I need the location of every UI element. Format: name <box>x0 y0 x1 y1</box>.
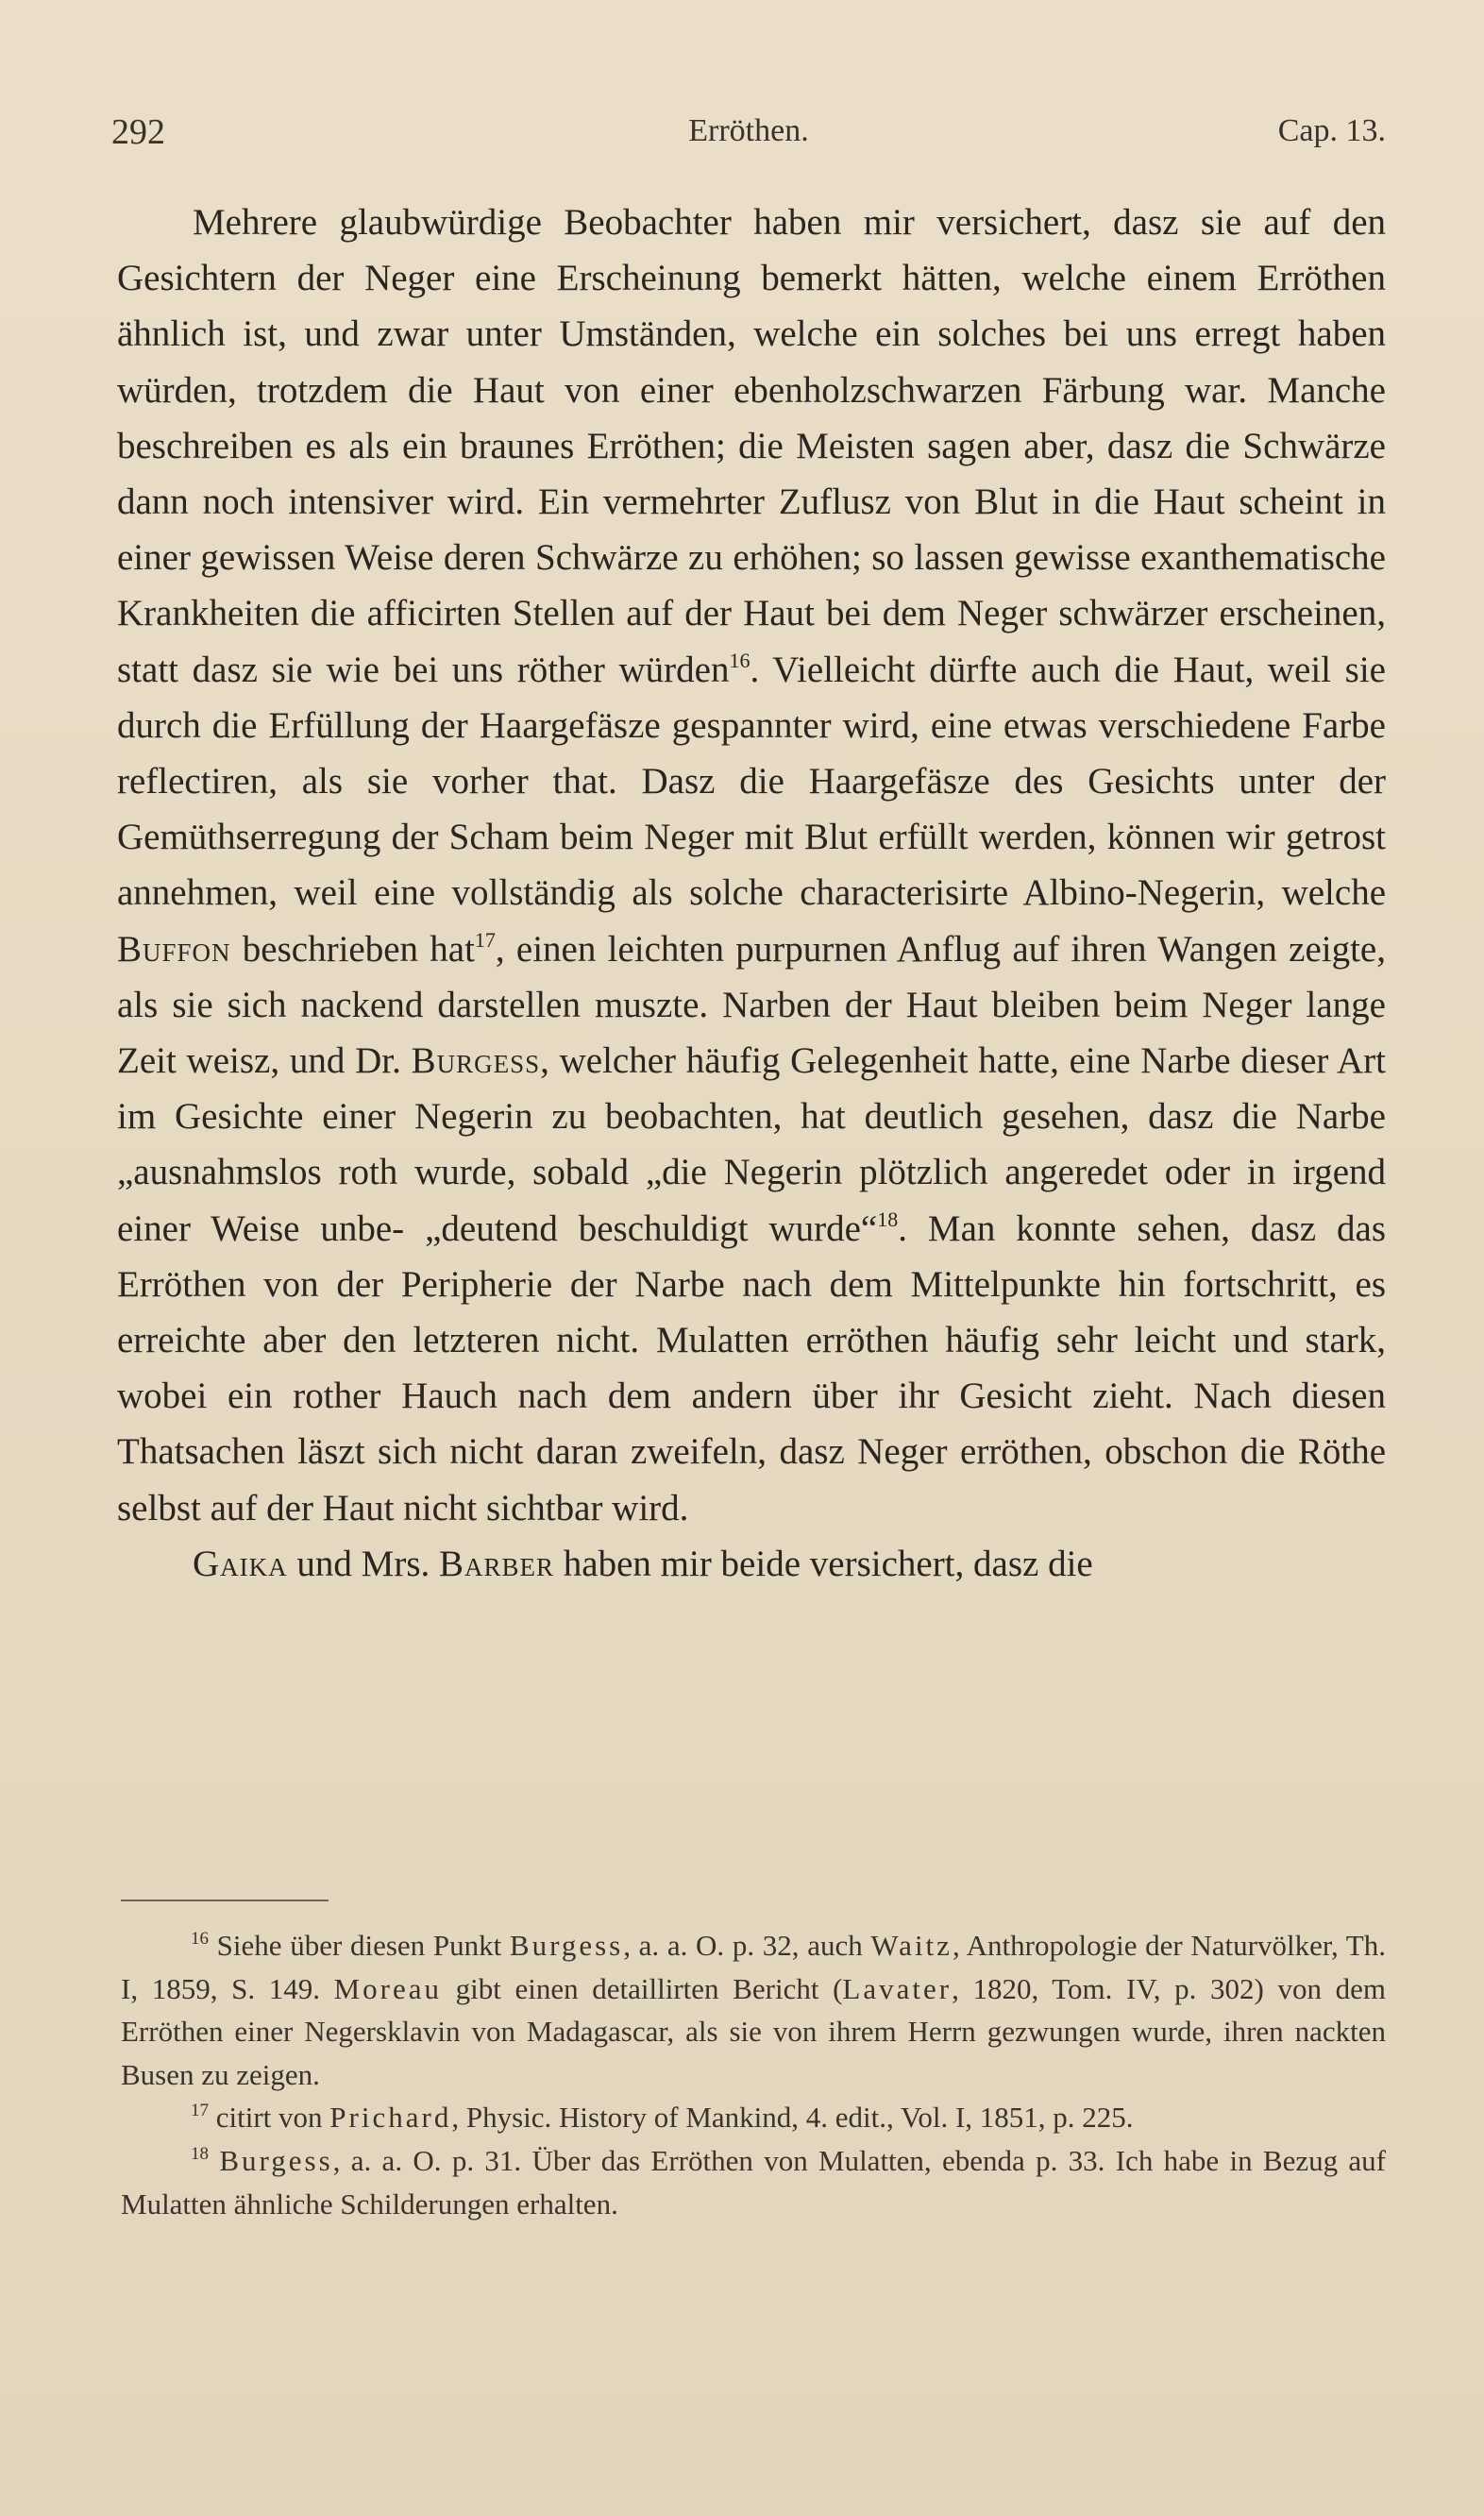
footnote-number: 17 <box>191 2101 209 2121</box>
running-title: Erröthen. <box>688 113 809 148</box>
footnote-number: 18 <box>191 2143 209 2164</box>
text-run: , Anthropologie der Naturvölker, Th. I, 1859, S. 149. <box>121 1929 1386 2005</box>
footnote-16 <box>121 1924 1386 2096</box>
author-name: Waitz <box>870 1929 953 1962</box>
paragraph-1 <box>117 194 1386 1536</box>
text-run: , einen leichten purpurnen Anflug auf ihren Wangen zeigte, als sie sich nackend darstellen muszte. Narben der Haut bleiben beim Neger lange Zeit weisz, und Dr. <box>117 928 1386 1082</box>
name-barber: Barber <box>439 1543 555 1584</box>
author-name: Burgess <box>509 1929 624 1962</box>
running-header <box>111 111 1386 159</box>
footnote-18 <box>121 2139 1386 2225</box>
paragraph-2 <box>117 1536 1386 1592</box>
text-run: haben mir beide versichert, dasz die <box>554 1543 1093 1584</box>
author-name: Lavater <box>842 1971 953 2005</box>
footnote-ref-17: 17 <box>474 927 496 952</box>
text-run: , Physic. History of Mankind, 4. edit., Vol. I, 1851, p. 225. <box>451 2101 1134 2135</box>
author-name: Burgess <box>219 2143 333 2177</box>
text-run: Siehe über diesen Punkt <box>209 1929 510 1962</box>
text-run: . Vielleicht dürfte auch die Haut, weil sie durch die Erfüllung der Haargefäsze gespannter wird, eine etwas verschiedene Farbe reflectiren, als sie vorher that. Dasz die Haargefäsze des Gesichts unter der Gemüthserregung der Scham beim Neger mit Blut erfüllt werden, können wir getrost annehmen, weil eine vollständig als solche characterisirte Albino-Negerin, welche <box>117 649 1386 914</box>
footnote-ref-18: 18 <box>877 1207 899 1231</box>
author-name: Moreau <box>333 1971 443 2005</box>
author-name: Prichard <box>329 2101 452 2135</box>
name-burgess: Burgess <box>411 1040 541 1082</box>
text-run: und Mrs. <box>287 1543 439 1584</box>
text-run: . Man konnte sehen, dasz das Erröthen von der Peripherie der Narbe nach dem Mittelpunkte hin fortschritt, es erreichte aber den letzteren nicht. Mulatten erröthen häufig sehr leicht und stark, wobei ein rother Hauch nach dem andern über ihr Gesicht zieht. Nach diesen Thatsachen läszt sich nicht daran zweifeln, dasz Neger erröthen, obschon die Röthe selbst auf der Haut nicht sichtbar wird. <box>117 1207 1387 1528</box>
text-run: Mehrere glaubwürdige Beobachter haben mir versichert, dasz sie auf den Gesichtern der Neger eine Erscheinung bemerkt hätten, welche einem Erröthen ähnlich ist, und zwar unter Umständen, welche ein solches bei uns erregt haben würden, trotzdem die Haut von einer ebenholzschwarzen Färbung war. Manche beschreiben es als ein braunes Erröthen; die Meisten sagen aber, dasz die Schwärze dann noch intensiver wird. Ein vermehrter Zuflusz von Blut in die Haut scheint in einer gewissen Weise deren Schwärze zu erhöhen; so lassen gewisse exanthematische Krankheiten die afficirten Stellen auf der Haut bei dem Neger schwärzer erscheinen, statt dasz sie wie bei uns röther würden <box>117 202 1386 690</box>
text-run: citirt von <box>209 2101 330 2135</box>
name-buffon: Buffon <box>117 928 231 970</box>
footnote-divider <box>121 1900 329 1901</box>
footnote-17 <box>121 2096 1386 2139</box>
text-run: beschrieben hat <box>230 928 475 970</box>
chapter-label: Cap. 13. <box>1277 113 1386 148</box>
name-gaika: Gaika <box>193 1543 288 1584</box>
footnote-number: 16 <box>191 1929 209 1949</box>
text-run: , welcher häufig Gelegenheit hatte, eine Narbe dieser Art im Gesichte einer Negerin zu beobachten, hat deutlich gesehen, dasz die Narbe „ausnahmslos roth wurde, sobald „die Negerin plötzlich angeredet oder in irgend einer Weise unbe- „deutend beschuldigt wurde“ <box>117 1040 1386 1249</box>
text-run: gibt einen detaillirten Bericht ( <box>442 1971 843 2005</box>
footnote-ref-16: 16 <box>729 648 750 672</box>
text-run: , a. a. O. p. 31. Über das Erröthen von Mulatten, ebenda p. 33. Ich habe in Bezug auf Mulatten ähnliche Schilderungen erhalten. <box>121 2143 1387 2220</box>
text-run: , 1820, Tom. IV, p. 302) von dem Erröthen einer Negersklavin von Madagascar, als sie von ihrem Herrn gezwungen wurde, ihren nackten Busen zu zeigen. <box>121 1971 1386 2091</box>
text-run: , a. a. O. p. 32, auch <box>623 1929 871 1962</box>
main-text <box>117 194 1386 1592</box>
footnotes <box>121 1924 1386 2225</box>
page-number: 292 <box>111 112 165 152</box>
